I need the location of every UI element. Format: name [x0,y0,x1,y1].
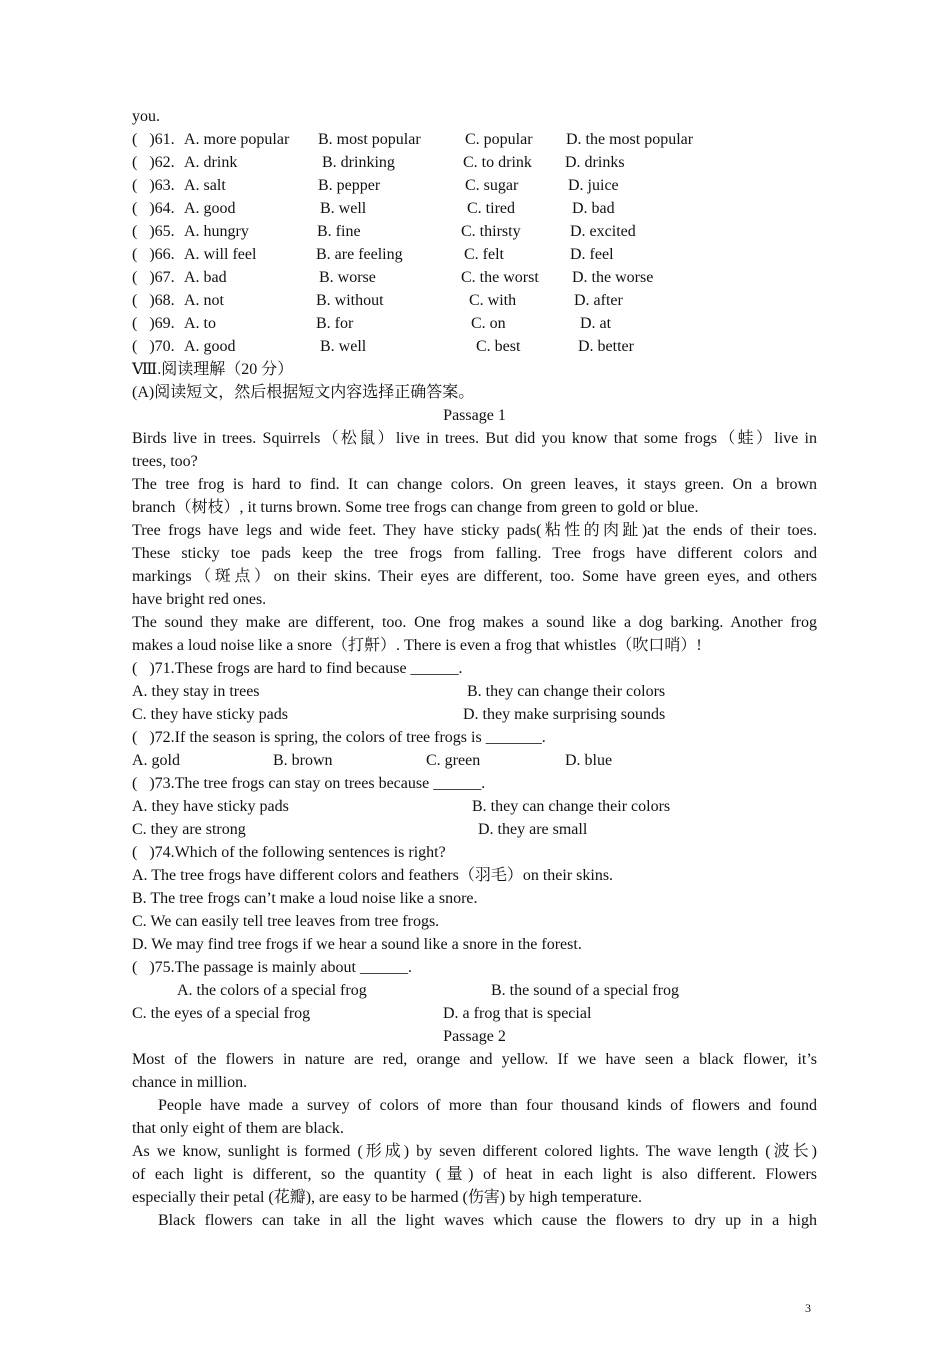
passage-1-line: trees, too? [132,453,198,470]
option-a: A. bad [184,269,227,286]
passage-1-line: Birds live in trees. Squirrels（松鼠）live in trees. But did you know that some frogs（蛙）live in [132,430,817,447]
option-c: C. best [476,338,521,355]
question-73-stem: ( )73.The tree frogs can stay on trees because ______. [132,775,486,792]
option-d: D. they are small [478,821,588,838]
option-d: D. at [580,315,612,332]
option-b: B. well [320,200,367,217]
question-72-options [132,749,817,772]
passage-2-line: As we know, sunlight is formed (形成) by seven different colored lights. The wave length (波长) [132,1143,817,1160]
option-d: D. after [574,292,623,309]
option-d: D. feel [570,246,614,263]
option-c: C. on [471,315,506,332]
option-b: B. are feeling [316,246,403,263]
passage-1-line: have bright red ones. [132,591,267,608]
option-a: A. gold [132,752,180,769]
option-a: A. good [184,338,236,355]
option-c: C. they have sticky pads [132,706,288,723]
option-c: C. with [469,292,517,309]
option-a: A. more popular [184,131,290,148]
question-71-stem: ( )71.These frogs are hard to find because ______. [132,660,463,677]
option-a: A. drink [184,154,238,171]
question-75-options [132,1002,817,1025]
question-number: ( )63. [132,177,175,194]
option-c: C. the worst [461,269,539,286]
option-b: B. worse [319,269,376,286]
option-b: B. without [316,292,384,309]
option-a: A. hungry [184,223,249,240]
passage-1-title: Passage 1 [443,407,506,424]
question-68 [132,289,817,312]
option-a: A. they have sticky pads [132,798,289,815]
passage-1-line: makes a loud noise like a snore（打鼾）. There is even a frog that whistles（吹口哨）! [132,637,702,654]
question-66 [132,243,817,266]
option-b: B. they can change their colors [467,683,666,700]
option-a: A. to [184,315,216,332]
question-71-options [132,703,817,726]
option-a: A. the colors of a special frog [177,982,367,999]
passage-2-line: especially their petal (花瓣), are easy to be harmed (伤害) by high temperature. [132,1189,643,1206]
passage-2-line: chance in million. [132,1074,248,1091]
option-c: C. the eyes of a special frog [132,1005,311,1022]
passage-2-line: Black flowers can take in all the light waves which cause the flowers to dry up in a high [158,1212,817,1229]
question-65 [132,220,817,243]
option-b: B. for [316,315,354,332]
option-d: D. bad [572,200,615,217]
question-62 [132,151,817,174]
passage-1-line: Tree frogs have legs and wide feet. They have sticky pads(粘性的肉趾)at the ends of their toes. [132,522,817,539]
passage-2-line: People have made a survey of colors of more than four thousand kinds of flowers and found [158,1097,817,1114]
option-b: B. the sound of a special frog [491,982,679,999]
option-b: B. drinking [322,154,395,171]
question-67 [132,266,817,289]
question-75-stem: ( )75.The passage is mainly about ______. [132,959,412,976]
option-c: C. they are strong [132,821,246,838]
option-b: B. well [320,338,367,355]
option-d: D. blue [565,752,613,769]
passage-2-line: of each light is different, so the quantity (量) of heat in each light is also different. Flowers [132,1166,817,1183]
question-number: ( )68. [132,292,175,309]
option-c: C. thirsty [461,223,521,240]
option-c: C. green [426,752,481,769]
passage-2-title: Passage 2 [443,1028,506,1045]
option-b: B. most popular [318,131,421,148]
question-number: ( )64. [132,200,175,217]
question-number: ( )61. [132,131,175,148]
question-70 [132,335,817,358]
section-title: Ⅷ.阅读理解（20 分） [132,361,294,378]
question-number: ( )65. [132,223,175,240]
option-d: D. a frog that is special [443,1005,592,1022]
question-number: ( )67. [132,269,175,286]
option-c: C. popular [465,131,533,148]
question-72-stem: ( )72.If the season is spring, the colors of tree frogs is _______. [132,729,546,746]
option-c: C. to drink [463,154,532,171]
section-instruction: (A)阅读短文，然后根据短文内容选择正确答案。 [132,384,475,401]
question-63 [132,174,817,197]
question-73-options [132,795,817,818]
passage-1-line: The sound they make are different, too. One frog makes a sound like a dog barking. Another frog [132,614,817,631]
page-number: 3 [805,1301,811,1315]
passage-2-line: Most of the flowers in nature are red, orange and yellow. If we have seen a black flower, it’s [132,1051,817,1068]
option-d: D. We may find tree frogs if we hear a sound like a snore in the forest. [132,936,582,953]
option-d: D. juice [568,177,619,194]
option-d: D. the worse [572,269,654,286]
question-number: ( )69. [132,315,175,332]
question-69 [132,312,817,335]
option-d: D. the most popular [566,131,694,148]
option-c: C. We can easily tell tree leaves from tree frogs. [132,913,440,930]
option-a: A. not [184,292,224,309]
intro-fragment: you. [132,108,160,125]
option-d: D. drinks [565,154,625,171]
option-c: C. tired [467,200,515,217]
passage-1-line: The tree frog is hard to find. It can change colors. On green leaves, it stays green. On a brown [132,476,817,493]
question-71-options [132,680,817,703]
option-a: A. will feel [184,246,257,263]
question-number: ( )70. [132,338,175,355]
option-b: B. pepper [318,177,381,194]
option-d: D. better [578,338,634,355]
option-b: B. fine [317,223,361,240]
option-c: C. sugar [465,177,519,194]
question-61 [132,128,817,151]
option-b: B. they can change their colors [472,798,671,815]
passage-1-line: These sticky toe pads keep the tree frogs from falling. Tree frogs have different colors and [132,545,817,562]
question-64 [132,197,817,220]
question-75-options [132,979,817,1002]
option-a: A. they stay in trees [132,683,260,700]
question-74-stem: ( )74.Which of the following sentences is right? [132,844,446,861]
option-a: A. salt [184,177,226,194]
option-c: C. felt [464,246,504,263]
passage-2-line: that only eight of them are black. [132,1120,344,1137]
option-b: B. brown [273,752,333,769]
option-d: D. excited [570,223,636,240]
question-73-options [132,818,817,841]
option-d: D. they make surprising sounds [463,706,666,723]
question-number: ( )62. [132,154,175,171]
option-a: A. The tree frogs have different colors and feathers（羽毛）on their skins. [132,867,614,884]
passage-1-line: markings（斑点）on their skins. Their eyes are different, too. Some have green eyes, and others [132,568,817,585]
option-a: A. good [184,200,236,217]
question-number: ( )66. [132,246,175,263]
passage-1-line: branch（树枝）, it turns brown. Some tree frogs can change from green to gold or blue. [132,499,699,516]
option-b: B. The tree frogs can’t make a loud noise like a snore. [132,890,478,907]
